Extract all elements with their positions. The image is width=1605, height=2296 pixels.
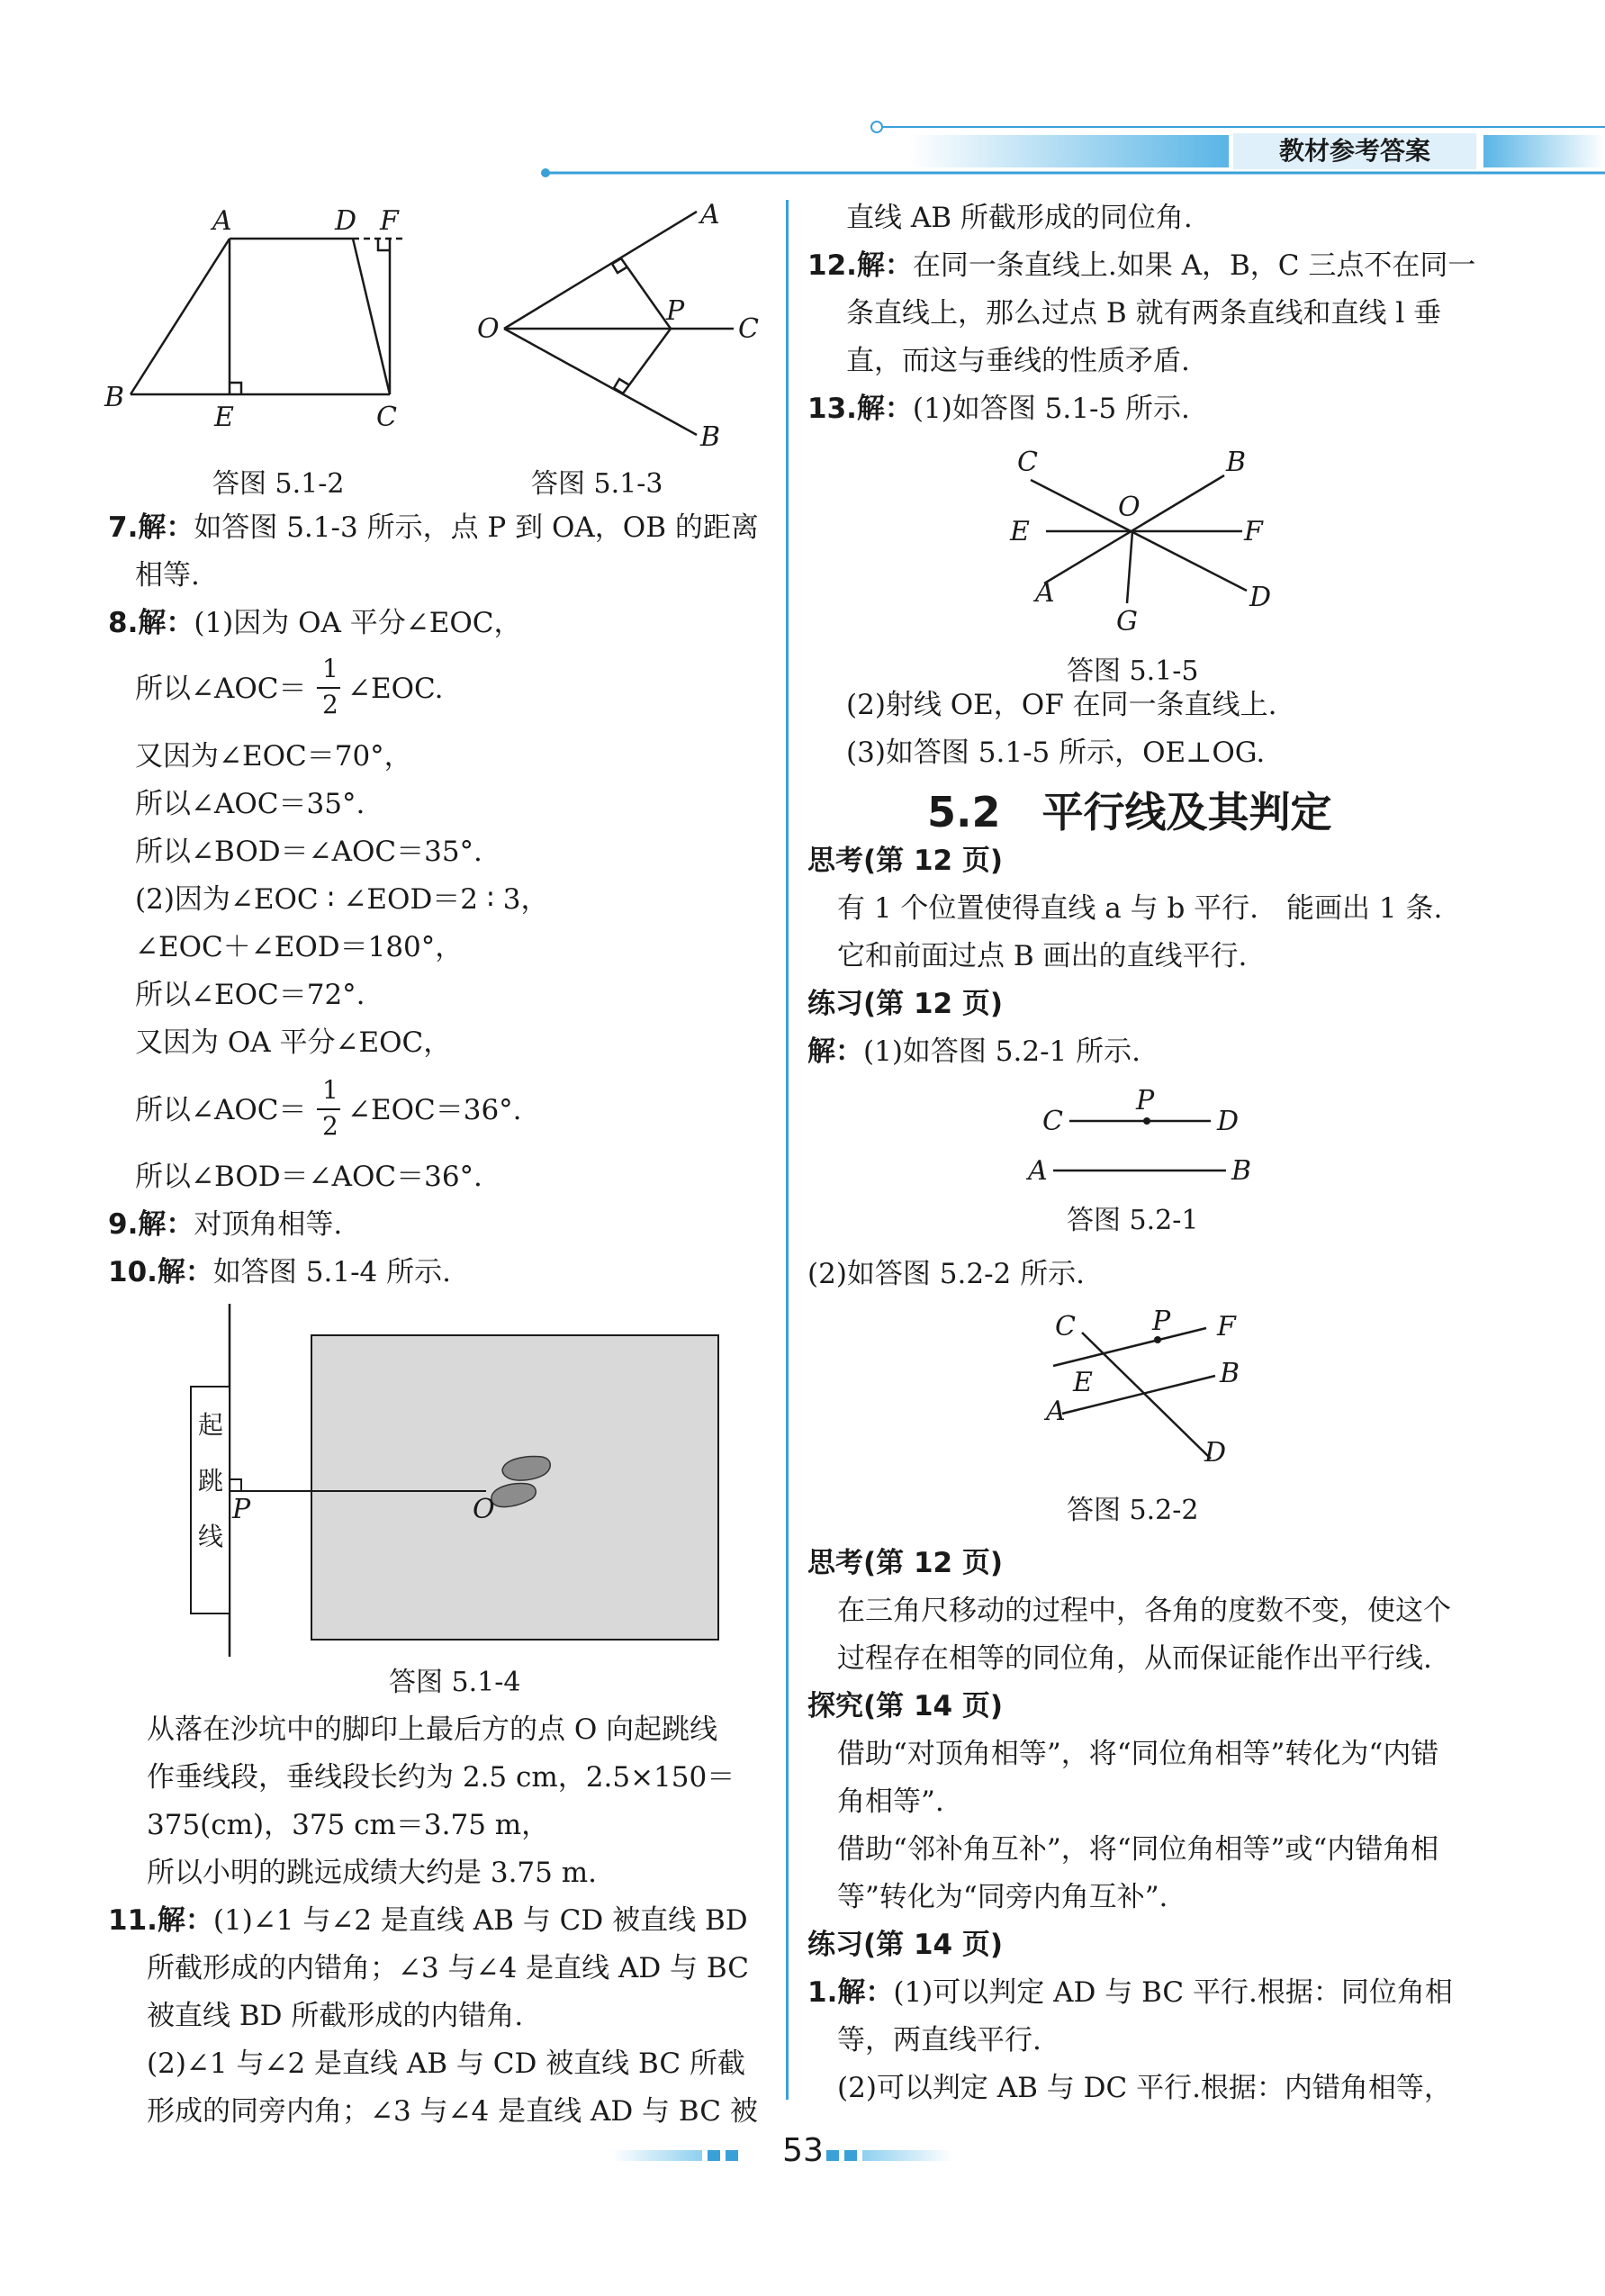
q13-line1: 13.解：(1)如答图 5.1-5 所示. bbox=[807, 393, 1190, 425]
q11-line1: 11.解：(1)∠1 与∠2 是直线 AB 与 CD 被直线 BD bbox=[108, 1904, 748, 1937]
label-B: B bbox=[1226, 447, 1247, 478]
label-O: O bbox=[473, 1494, 495, 1525]
label-F: F bbox=[1217, 1311, 1236, 1342]
label-F: F bbox=[380, 205, 399, 237]
label-C: C bbox=[376, 402, 397, 433]
label-B: B bbox=[1220, 1358, 1240, 1389]
q10-line: 10.解：如答图 5.1-4 所示. bbox=[108, 1256, 451, 1288]
sign-char-1: 起 bbox=[198, 1410, 224, 1440]
think1-heading: 思考(第 12 页) bbox=[807, 845, 1004, 877]
parallel-lines-diagram-2 bbox=[1026, 1301, 1269, 1481]
q8-line5: 所以∠BOD＝∠AOC＝35°. bbox=[135, 836, 482, 868]
prac2-line3: (2)可以判定 AB 与 DC 平行.根据：内错角相等， bbox=[837, 2072, 1452, 2104]
label-P: P bbox=[1152, 1306, 1171, 1337]
q12-line3: 直，而这与垂线的性质矛盾. bbox=[846, 345, 1190, 377]
q11-line2: 所截形成的内错角；∠3 与∠4 是直线 AD 与 BC bbox=[147, 1952, 749, 1984]
think2-line2: 过程存在相等的同位角，从而保证能作出平行线. bbox=[837, 1642, 1432, 1675]
column-divider bbox=[786, 200, 789, 2100]
q8-line11: 所以∠BOD＝∠AOC＝36°. bbox=[135, 1161, 482, 1193]
q10-para1: 从落在沙坑中的脚印上最后方的点 O 向起跳线 bbox=[147, 1713, 718, 1746]
q8-line4: 所以∠AOC＝35°. bbox=[135, 788, 365, 820]
prac1-heading: 练习(第 12 页) bbox=[807, 988, 1004, 1020]
q12-line1: 12.解：在同一条直线上.如果 A，B，C 三点不在同一 bbox=[807, 249, 1476, 282]
think2-line1: 在三角尺移动的过程中，各角的度数不变，使这个 bbox=[837, 1595, 1451, 1627]
rays-diagram bbox=[999, 439, 1296, 642]
label-A: A bbox=[700, 199, 720, 231]
explore-heading: 探究(第 14 页) bbox=[807, 1690, 1004, 1722]
label-A: A bbox=[212, 205, 232, 237]
caption-5-2-1: 答图 5.2-1 bbox=[1067, 1205, 1199, 1236]
page-number: 53 bbox=[782, 2132, 824, 2169]
label-C: C bbox=[1042, 1106, 1063, 1137]
q8-line6: (2)因为∠EOC ∶ ∠EOD＝2 ∶ 3， bbox=[135, 883, 549, 916]
label-A: A bbox=[1046, 1396, 1066, 1427]
q8-line1: 8.解：(1)因为 OA 平分∠EOC， bbox=[108, 607, 522, 639]
section-title: 5.2 平行线及其判定 bbox=[927, 788, 1332, 836]
q13-line2: (2)射线 OE，OF 在同一条直线上. bbox=[846, 689, 1277, 721]
q11-line4: (2)∠1 与∠2 是直线 AB 与 CD 被直线 BC 所截 bbox=[147, 2047, 745, 2080]
q8-line7: ∠EOC＋∠EOD＝180°， bbox=[135, 931, 464, 963]
explore-line3: 借助“邻补角互补”，将“同位角相等”或“内错角相 bbox=[837, 1833, 1439, 1866]
q13-line3: (3)如答图 5.1-5 所示，OE⊥OG. bbox=[846, 737, 1266, 769]
right-continuation: 直线 AB 所截形成的同位角. bbox=[846, 202, 1193, 234]
label-F: F bbox=[1244, 516, 1263, 547]
label-E: E bbox=[1073, 1367, 1093, 1398]
explore-line1: 借助“对顶角相等”，将“同位角相等”转化为“内错 bbox=[837, 1738, 1439, 1770]
q9-line: 9.解：对顶角相等. bbox=[108, 1208, 343, 1241]
q10-para2: 作垂线段，垂线段长约为 2.5 cm，2.5×150＝ bbox=[147, 1761, 735, 1794]
caption-5-2-2: 答图 5.2-2 bbox=[1067, 1495, 1199, 1526]
caption-5-1-4: 答图 5.1-4 bbox=[389, 1667, 521, 1698]
label-A: A bbox=[1028, 1155, 1048, 1187]
angle-bisector-diagram bbox=[468, 194, 774, 455]
label-D: D bbox=[1217, 1106, 1240, 1137]
think2-heading: 思考(第 12 页) bbox=[807, 1547, 1004, 1579]
caption-5-1-5: 答图 5.1-5 bbox=[1067, 655, 1199, 687]
q8-line8: 所以∠EOC＝72°. bbox=[135, 979, 365, 1011]
label-D: D bbox=[1249, 582, 1272, 613]
q7-line2: 相等. bbox=[135, 559, 200, 592]
prac2-line2: 等，两直线平行. bbox=[837, 2024, 1041, 2056]
label-O: O bbox=[477, 313, 500, 345]
think1-line2: 它和前面过点 B 画出的直线平行. bbox=[837, 940, 1248, 972]
q10-para4: 所以小明的跳远成绩大约是 3.75 m. bbox=[147, 1857, 597, 1889]
caption-5-1-3: 答图 5.1-3 bbox=[531, 468, 663, 500]
label-P: P bbox=[1136, 1085, 1155, 1116]
label-B: B bbox=[1231, 1155, 1252, 1187]
label-D: D bbox=[1204, 1437, 1227, 1469]
label-B: B bbox=[104, 382, 125, 413]
q7-line1: 7.解：如答图 5.1-3 所示，点 P 到 OA，OB 的距离 bbox=[108, 511, 759, 544]
caption-5-1-2: 答图 5.1-2 bbox=[212, 468, 345, 500]
label-P: P bbox=[666, 295, 685, 327]
label-E: E bbox=[214, 402, 234, 433]
explore-line2: 角相等”. bbox=[837, 1785, 944, 1818]
q8-line9: 又因为 OA 平分∠EOC， bbox=[135, 1026, 452, 1059]
q11-line5: 形成的同旁内角；∠3 与∠4 是直线 AD 与 BC 被 bbox=[147, 2095, 758, 2128]
label-O: O bbox=[1118, 492, 1141, 523]
label-C: C bbox=[1055, 1311, 1076, 1342]
sign-char-3: 线 bbox=[198, 1522, 224, 1551]
sign-char-2: 跳 bbox=[198, 1466, 224, 1496]
sandpit-diagram bbox=[180, 1304, 729, 1664]
q12-line2: 条直线上，那么过点 B 就有两条直线和直线 l 垂 bbox=[846, 297, 1442, 330]
parallel-lines-diagram-1 bbox=[1026, 1080, 1269, 1189]
label-C: C bbox=[1017, 447, 1038, 478]
label-D: D bbox=[335, 205, 357, 237]
label-B: B bbox=[700, 421, 721, 453]
label-A: A bbox=[1035, 577, 1055, 609]
trapezoid-diagram bbox=[99, 203, 423, 437]
think1-line1: 有 1 个位置使得直线 a 与 b 平行. 能画出 1 条. bbox=[837, 892, 1443, 925]
label-G: G bbox=[1116, 606, 1138, 637]
q11-line3: 被直线 BD 所截形成的内错角. bbox=[147, 2000, 524, 2032]
header-decoration bbox=[0, 0, 1605, 207]
prac2-heading: 练习(第 14 页) bbox=[807, 1929, 1004, 1961]
q8-line3: 又因为∠EOC＝70°， bbox=[135, 740, 412, 773]
label-C: C bbox=[738, 313, 759, 345]
explore-line4: 等”转化为“同旁内角互补”. bbox=[837, 1881, 1168, 1913]
label-E: E bbox=[1010, 516, 1030, 547]
header-label: 教材参考答案 bbox=[1233, 133, 1476, 169]
prac1-line2: (2)如答图 5.2-2 所示. bbox=[807, 1258, 1085, 1290]
prac1-line1: 解：(1)如答图 5.2-1 所示. bbox=[807, 1035, 1141, 1068]
q10-para3: 375(cm)，375 cm＝3.75 m， bbox=[147, 1809, 550, 1841]
prac2-line1: 1.解：(1)可以判定 AD 与 BC 平行.根据：同位角相 bbox=[807, 1976, 1453, 2009]
label-P: P bbox=[232, 1494, 251, 1525]
